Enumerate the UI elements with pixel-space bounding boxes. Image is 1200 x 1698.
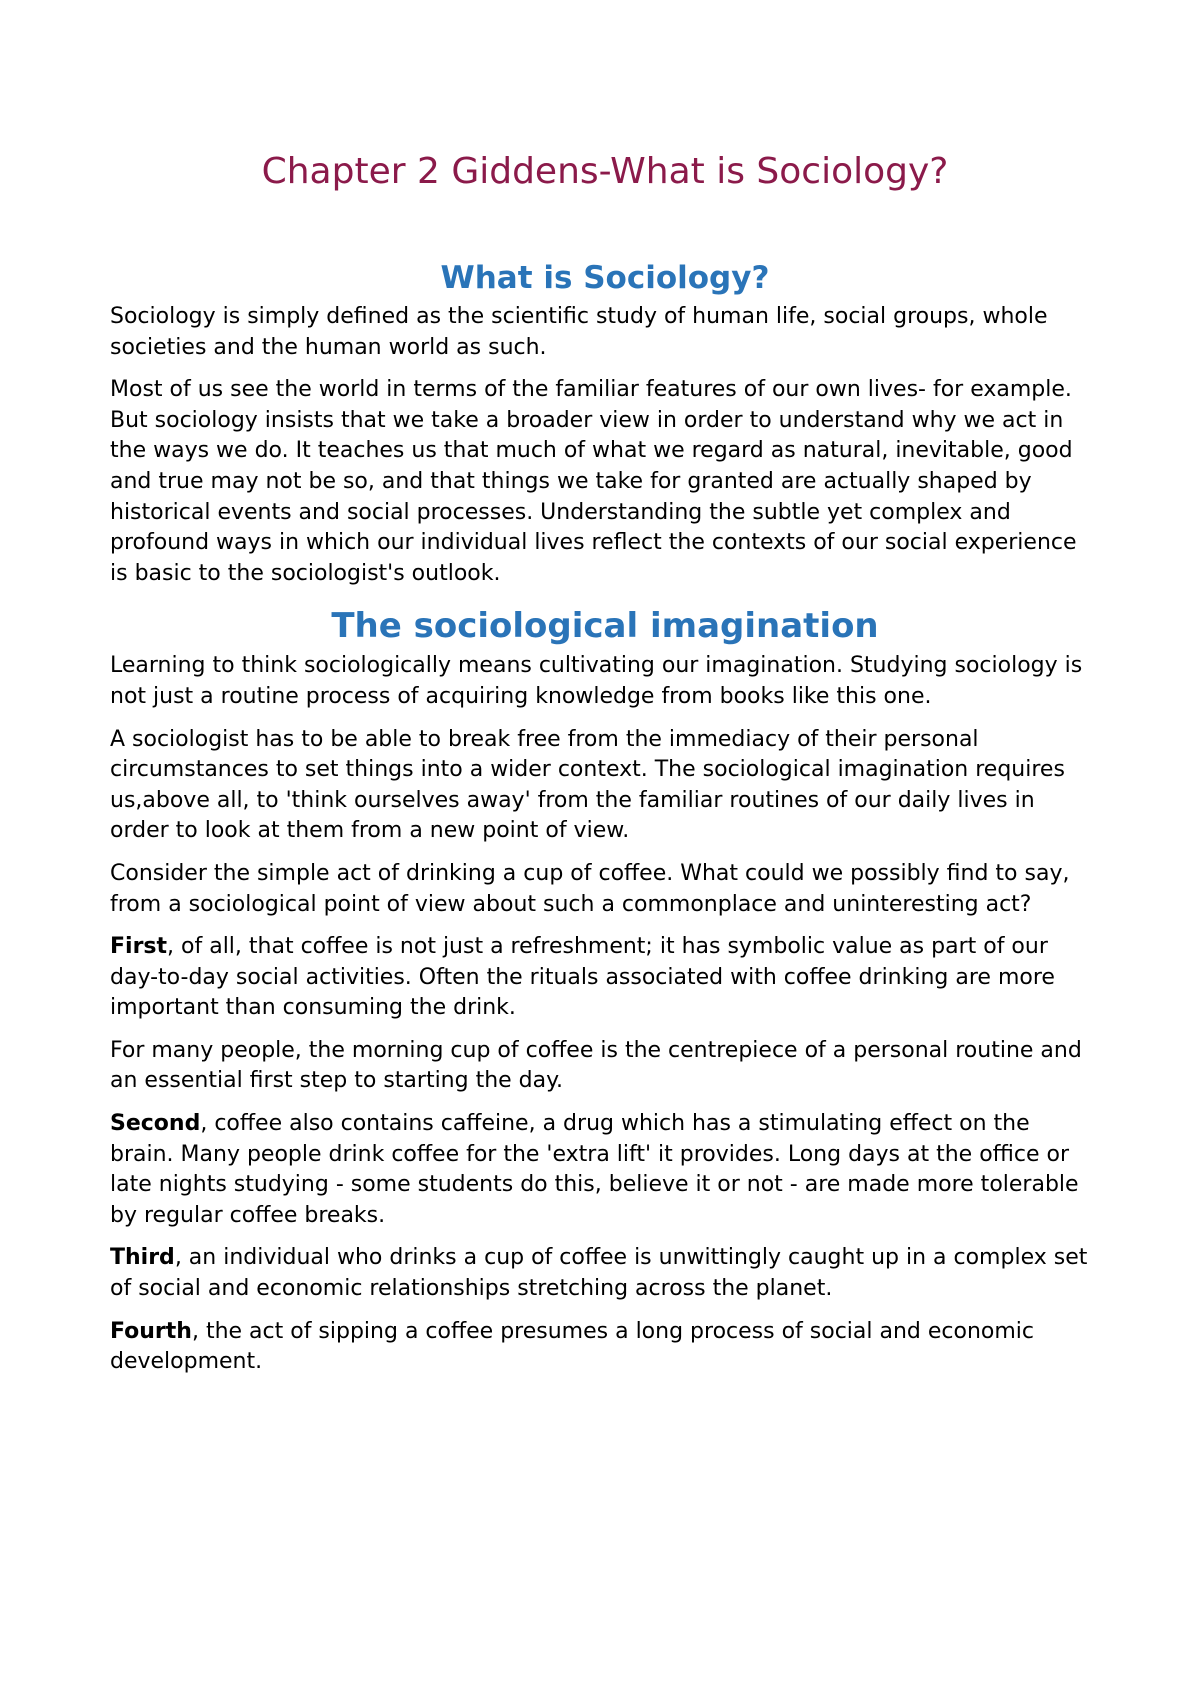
- paragraph: [110, 932, 1100, 1024]
- paragraph-text: For many people, the morning cup of coffee is the centrepiece of a personal routine and an essential first step to starting the day.: [110, 1037, 1082, 1094]
- paragraph-text: Most of us see the world in terms of the familiar features of our own lives- for example. But sociology insists that we take a broader view in order to understand why we act in the ways we do. It teaches us that much of what we regard as natural, inevitable, good and true may not be so, and that things we take for granted are actually shaped by historical events and social processes. Understanding the subtle yet complex and profound ways in which our individual lives reflect the contexts of our social experience is basic to the sociologist's outlook.: [110, 377, 1077, 586]
- paragraph: [110, 375, 1100, 589]
- paragraph: [110, 1109, 1100, 1231]
- paragraph: [110, 1036, 1100, 1097]
- paragraph-text: , of all, that coffee is not just a refreshment; it has symbolic value as part of our day-to-day social activities. Often the rituals associated with coffee drinking are more important than consuming the drink.: [110, 934, 1055, 1021]
- document-title: Chapter 2 Giddens-What is Sociology?: [261, 151, 949, 192]
- paragraph-text: , coffee also contains caffeine, a drug which has a stimulating effect on the brain. Many people drink coffee for the 'extra lift' it provides. Long days at the office or late nights studying - some students do this, believe it or not - are made more tolerable by regular coffee breaks.: [110, 1111, 1079, 1228]
- paragraph: [110, 1317, 1100, 1378]
- paragraph: [110, 1243, 1100, 1304]
- paragraph-text: Learning to think sociologically means cultivating our imagination. Studying sociology is not just a routine process of acquiring knowledge from books like this one.: [110, 653, 1083, 709]
- paragraph: [110, 651, 1100, 712]
- paragraph-lead-word: Fourth: [110, 1318, 192, 1344]
- paragraph-lead-word: Third: [110, 1245, 175, 1271]
- document-content: [110, 146, 1100, 1378]
- paragraph: [110, 725, 1100, 847]
- paragraph-lead-word: First: [110, 934, 168, 960]
- section-heading-sociological-imagination: The sociological imagination: [331, 606, 879, 647]
- paragraph: [110, 302, 1100, 363]
- paragraph-text: A sociologist has to be able to break free from the immediacy of their personal circumstances to set things into a wider context. The sociological imagination requires us,above all, to 'think ourselves away' from the familiar routines of our daily lives in order to look at them from a new point of view.: [110, 726, 1065, 844]
- paragraph-lead-word: Second: [110, 1111, 201, 1137]
- section-heading-what-is-sociology: What is Sociology?: [440, 260, 770, 296]
- paragraph-text: Sociology is simply defined as the scientific study of human life, social groups, whole societies and the human world as such.: [110, 304, 1048, 360]
- paragraph: [110, 859, 1100, 920]
- paragraph-text: Consider the simple act of drinking a cup of coffee. What could we possibly find to say, from a sociological point of view about such a commonplace and uninteresting act?: [110, 860, 1070, 917]
- paragraph-text: , an individual who drinks a cup of coffee is unwittingly caught up in a complex set of social and economic relationships stretching across the planet.: [110, 1245, 1088, 1302]
- paragraph-text: , the act of sipping a coffee presumes a long process of social and economic development.: [110, 1318, 1035, 1375]
